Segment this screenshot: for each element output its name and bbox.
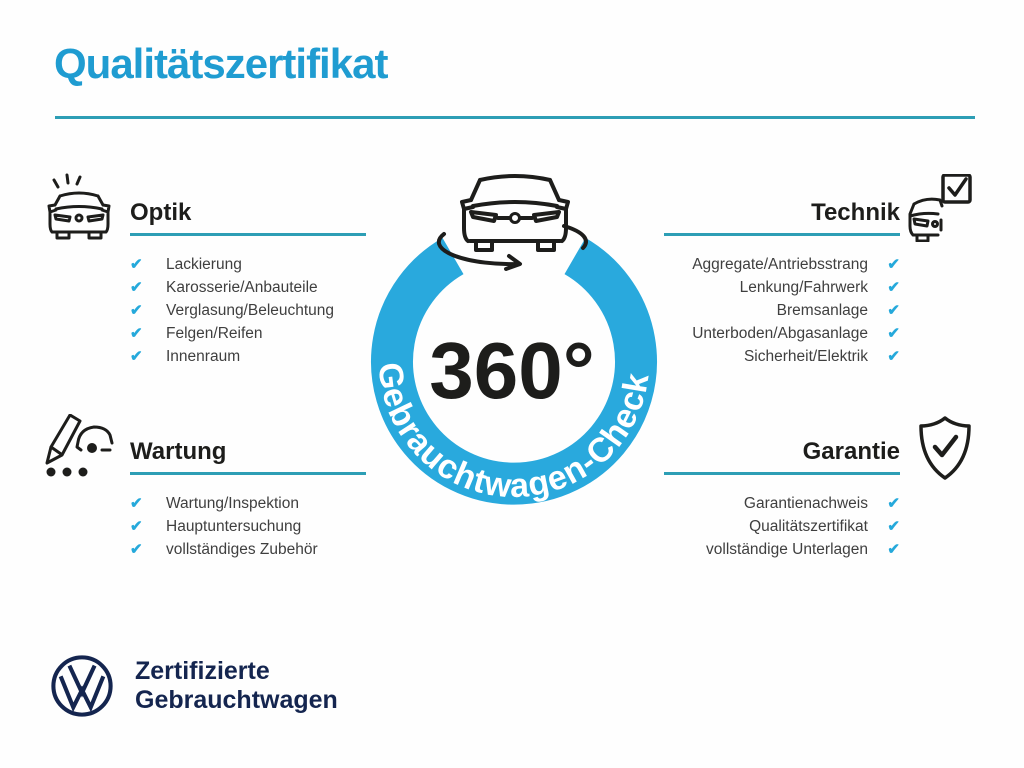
list-item [664,253,900,276]
list-item-label: Lackierung [166,256,242,273]
ring-label: Gebrauchtwagen-Check [370,360,657,506]
car-shine-icon [42,172,116,240]
list-item [664,515,900,538]
list-item-label: Aggregate/Antriebsstrang [692,256,868,273]
section-technik-title: Technik [664,198,900,236]
list-item [664,345,900,368]
list-item [664,492,900,515]
section-technik-list [664,253,900,368]
checkmark-icon: ✔ [130,348,143,365]
list-item-label: Unterboden/Abgasanlage [692,325,868,342]
footer-line-1: Zertifizierte [135,657,270,685]
section-wartung-title: Wartung [130,437,366,475]
list-item [664,299,900,322]
list-item-label: Sicherheit/Elektrik [743,348,868,365]
vw-logo [50,654,114,718]
list-item [664,538,900,561]
list-item [664,276,900,299]
list-item-label: Wartung/Inspektion [166,495,299,512]
footer-text [135,657,338,715]
shield-check-icon [916,416,974,482]
section-technik [664,198,900,368]
checkmark-icon: ✔ [130,541,143,558]
checkmark-icon: ✔ [130,256,143,273]
list-item [130,345,366,368]
section-optik [130,198,366,368]
list-item-label: Felgen/Reifen [166,325,263,342]
list-item-label: Innenraum [166,348,241,365]
list-item-label: Karosserie/Anbauteile [166,279,318,296]
list-item-label: Verglasung/Beleuchtung [166,302,335,319]
list-item-label: Qualitätszertifikat [749,518,868,535]
badge-360-check [330,140,700,540]
section-garantie-list [664,492,900,561]
list-item-label: Bremsanlage [776,302,868,319]
car-checkbox-icon [908,174,972,242]
section-garantie [664,437,900,561]
list-item [130,299,366,322]
list-item [130,253,366,276]
car-front-rotate-icon [439,176,586,269]
title-divider [55,116,975,119]
checkmark-icon: ✔ [887,256,900,273]
checkmark-icon: ✔ [130,325,143,342]
checkmark-icon: ✔ [887,279,900,296]
checkmark-icon: ✔ [130,302,143,319]
footer-line-2: Gebrauchtwagen [135,686,338,714]
list-item [130,492,366,515]
list-item-label: Lenkung/Fahrwerk [739,279,868,296]
pencil-car-icon [42,414,114,478]
section-wartung-list [130,492,366,561]
section-wartung [130,437,366,561]
checkmark-icon: ✔ [130,279,143,296]
list-item [130,515,366,538]
list-item [664,322,900,345]
badge-ring [392,256,636,484]
page-title: Qualitätszertifikat [54,40,388,87]
section-optik-list [130,253,366,368]
section-garantie-title: Garantie [664,437,900,475]
list-item-label: Hauptuntersuchung [166,518,302,535]
checkmark-icon: ✔ [130,495,143,512]
checkmark-icon: ✔ [887,495,900,512]
list-item-label: vollständige Unterlagen [706,541,868,558]
section-optik-title: Optik [130,198,366,236]
checkmark-icon: ✔ [887,518,900,535]
checkmark-icon: ✔ [887,348,900,365]
checkmark-icon: ✔ [887,541,900,558]
list-item [130,538,366,561]
list-item-label: vollständiges Zubehör [166,541,318,558]
checkmark-icon: ✔ [887,325,900,342]
footer-brand [50,654,338,718]
list-item [130,322,366,345]
checkmark-icon: ✔ [130,518,143,535]
ring-label-text [370,361,656,506]
list-item [130,276,366,299]
list-item-label: Garantienachweis [743,495,868,512]
degree-value: 360° [429,326,595,415]
checkmark-icon: ✔ [887,302,900,319]
